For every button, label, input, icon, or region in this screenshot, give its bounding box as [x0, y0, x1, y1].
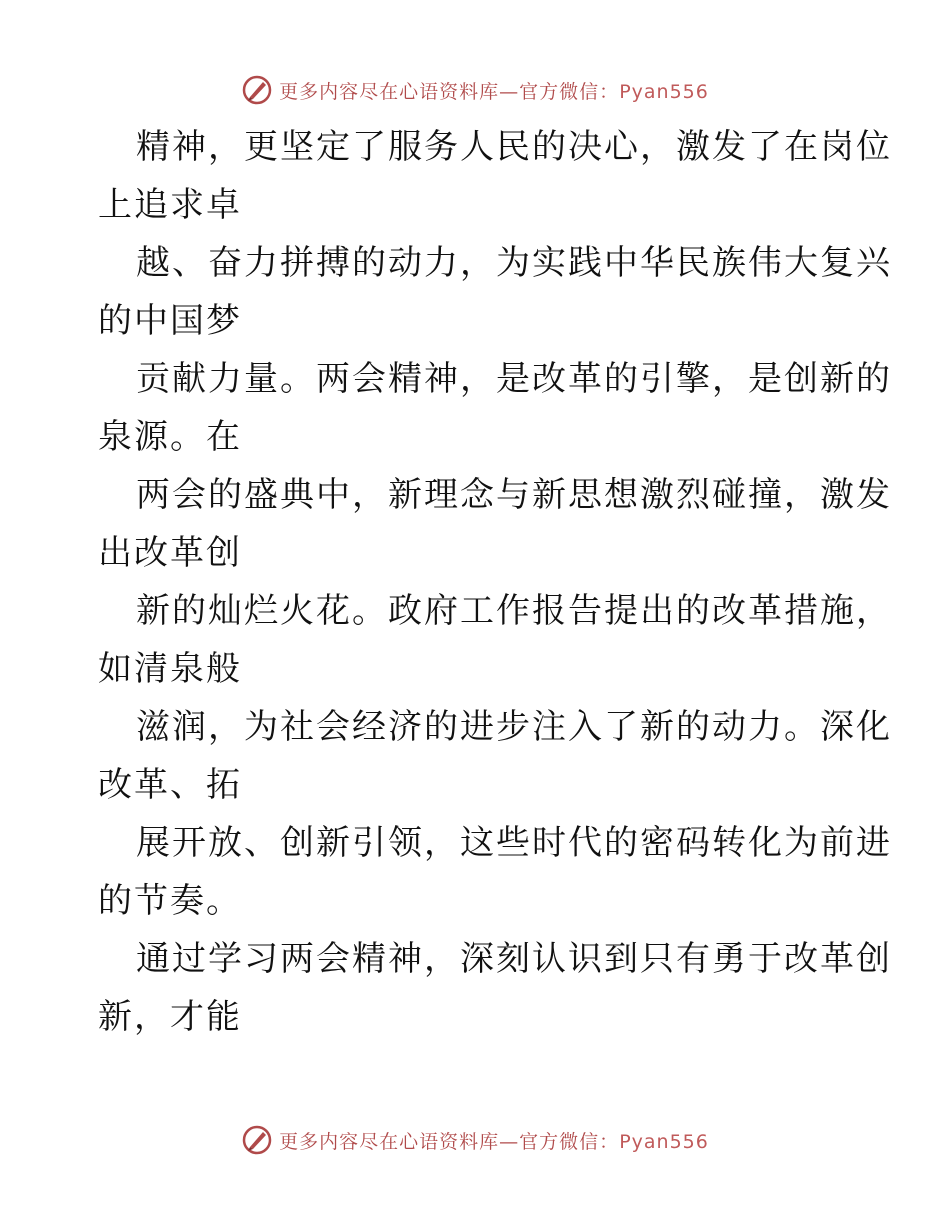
text-line: 新，才能 — [98, 997, 242, 1037]
text-line: 展开放、创新引领，这些时代的密码转化为前进 — [136, 823, 892, 863]
watermark-text: 更多内容尽在心语资料库—官方微信：Pyan556 — [279, 80, 709, 103]
text-line: 新的灿烂火花。政府工作报告提出的改革措施， — [136, 591, 892, 631]
text-line: 泉源。在 — [98, 417, 242, 457]
footer-watermark — [0, 1120, 950, 1160]
text-line: 如清泉般 — [98, 649, 242, 689]
pen-logo-icon — [241, 74, 273, 106]
text-line: 出改革创 — [98, 533, 242, 573]
text-line: 贡献力量。两会精神，是改革的引擎，是创新的 — [136, 359, 892, 399]
pen-logo-icon — [241, 1124, 273, 1156]
watermark-text: 更多内容尽在心语资料库—官方微信：Pyan556 — [279, 1130, 709, 1153]
text-line: 滋润，为社会经济的进步注入了新的动力。深化 — [136, 707, 892, 747]
text-line: 两会的盛典中，新理念与新思想激烈碰撞，激发 — [136, 475, 892, 515]
text-line: 的节奏。 — [98, 881, 242, 921]
text-line: 上追求卓 — [98, 185, 242, 225]
header-watermark — [0, 70, 950, 110]
text-line: 通过学习两会精神，深刻认识到只有勇于改革创 — [136, 939, 892, 979]
text-line: 的中国梦 — [98, 301, 242, 341]
text-line: 精神，更坚定了服务人民的决心，激发了在岗位 — [136, 127, 892, 167]
text-line: 改革、拓 — [98, 765, 242, 805]
document-body — [98, 118, 892, 1046]
text-line: 越、奋力拼搏的动力，为实践中华民族伟大复兴 — [136, 243, 892, 283]
